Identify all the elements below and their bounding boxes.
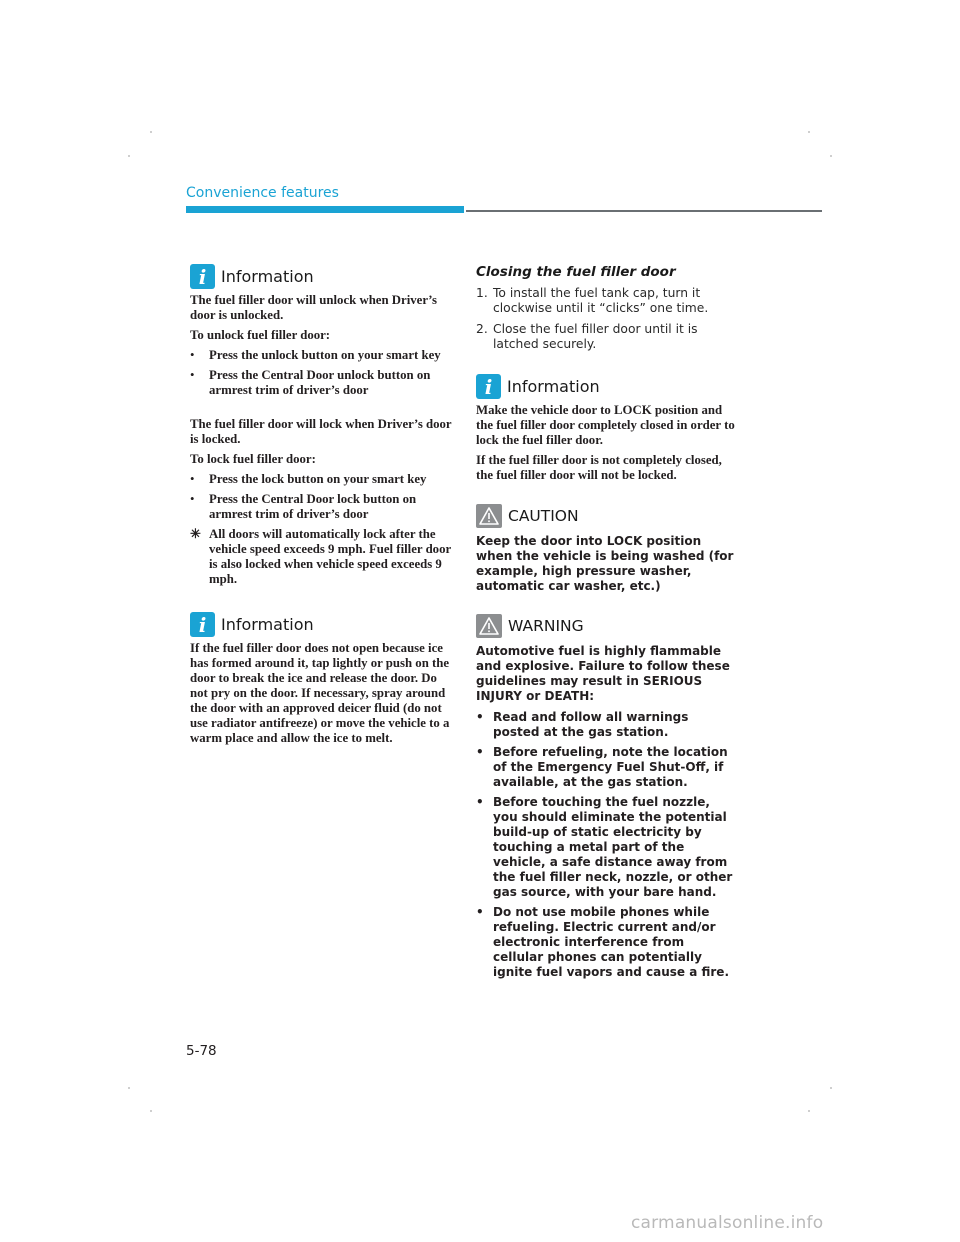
step-number: 2. (476, 322, 488, 336)
step-text: To install the fuel tank cap, turn it clockwise until it “clicks” one time. (493, 286, 709, 315)
closing-steps (476, 286, 736, 352)
info-paragraph: To lock fuel filler door: (190, 452, 316, 466)
crop-mark (808, 1110, 810, 1112)
lock-list (190, 472, 452, 522)
info-paragraph: If the fuel filler door does not open because ice has formed around it, tap lightly or push on the door to break the ice and release the door. Do not pry on the door. If necessary, spray around the door with an approved deicer fluid (do not use radiator antifreeze) or move the vehicle to a warm place and allow the ice to melt. (190, 641, 450, 745)
list-item-text: Do not use mobile phones while refueling. Electric current and/or electronic interference from cellular phones can potentially ignite fuel vapors and cause a fire. (493, 905, 730, 979)
page-number: 5-78 (186, 1043, 217, 1059)
list-item (476, 745, 736, 790)
info-paragraph: The fuel filler door will lock when Driver’s door is locked. (190, 417, 452, 446)
header-accent-rule (186, 206, 464, 213)
info-heading-label: Information (221, 615, 314, 634)
unlock-list (190, 348, 452, 398)
header-rule (466, 210, 822, 212)
bullet-icon: • (190, 368, 195, 382)
list-item-text: Before touching the fuel nozzle, you should eliminate the potential build-up of static electricity by touching a metal part of the vehicle, a safe distance away from the fuel filler neck, nozzle, or other gas source, with your bare hand. (493, 795, 733, 899)
warning-list (476, 710, 736, 980)
crop-mark (830, 155, 832, 157)
crop-mark (128, 1087, 130, 1089)
info-box-lock-position (476, 374, 736, 483)
list-item-text: Press the Central Door lock button on armrest trim of driver’s door (209, 492, 417, 521)
caution-heading (476, 504, 736, 528)
info-paragraph: Make the vehicle door to LOCK position and the fuel filler door completely closed in order to lock the fuel filler door. (476, 403, 735, 447)
list-item (190, 348, 452, 363)
asterisk-icon: ✳ (190, 527, 201, 541)
list-item (476, 905, 736, 980)
info-icon: i (190, 612, 215, 637)
section-header-title: Convenience features (186, 185, 339, 201)
bullet-icon: • (476, 745, 484, 759)
bullet-icon: • (476, 710, 484, 724)
info-box-unlock (190, 264, 452, 587)
list-item-text: Press the Central Door unlock button on armrest trim of driver’s door (209, 368, 431, 397)
caution-box (476, 504, 736, 594)
warning-box (476, 614, 736, 980)
list-item (476, 710, 736, 740)
info-heading-label: Information (507, 377, 600, 396)
crop-mark (808, 131, 810, 133)
crop-mark (150, 1110, 152, 1112)
crop-mark (150, 131, 152, 133)
info-icon: i (190, 264, 215, 289)
caution-label: CAUTION (508, 507, 579, 525)
right-column (476, 264, 736, 985)
info-heading (190, 264, 452, 289)
info-paragraph: If the fuel filler door is not completely closed, the fuel filler door will not be locked. (476, 453, 722, 482)
list-item-text: Before refueling, note the location of the Emergency Fuel Shut-Off, if available, at the gas station. (493, 745, 728, 789)
list-item (190, 492, 452, 522)
bullet-icon: • (190, 492, 195, 506)
step-number: 1. (476, 286, 488, 300)
info-paragraph: The fuel filler door will unlock when Driver’s door is unlocked. (190, 293, 438, 322)
left-column (190, 264, 452, 751)
bullet-icon: • (190, 348, 195, 362)
list-item-text: Press the lock button on your smart key (209, 472, 427, 486)
auto-lock-note (190, 527, 452, 587)
bullet-icon: • (476, 905, 484, 919)
warning-heading (476, 614, 736, 638)
list-item (476, 795, 736, 900)
section-title: Closing the fuel filler door (476, 264, 676, 280)
info-icon: i (476, 374, 501, 399)
step-item (476, 322, 736, 352)
info-heading (190, 612, 452, 637)
warning-intro: Automotive fuel is highly flammable and explosive. Failure to follow these guidelines may result in SERIOUS INJURY or DEATH: (476, 644, 730, 703)
list-item-text: Press the unlock button on your smart key (209, 348, 441, 362)
watermark: carmanualsonline.info (631, 1213, 824, 1233)
info-paragraph: To unlock fuel filler door: (190, 328, 331, 342)
list-item (190, 472, 452, 487)
step-text: Close the fuel filler door until it is latched securely. (493, 322, 698, 351)
caution-text: Keep the door into LOCK position when the vehicle is being washed (for example, high pressure washer, automatic car washer, etc.) (476, 534, 734, 593)
bullet-icon: • (476, 795, 484, 809)
crop-mark (128, 155, 130, 157)
list-item (190, 368, 452, 398)
list-item-text: Read and follow all warnings posted at the gas station. (493, 710, 689, 739)
warning-triangle-icon (476, 504, 502, 528)
step-item (476, 286, 736, 316)
note-text: All doors will automatically lock after the vehicle speed exceeds 9 mph. Fuel filler door is also locked when vehicle speed exceeds 9 mph. (209, 527, 451, 586)
crop-mark (830, 1087, 832, 1089)
warning-triangle-icon (476, 614, 502, 638)
closing-section (476, 264, 736, 352)
info-heading (476, 374, 736, 399)
info-box-ice (190, 612, 452, 746)
bullet-icon: • (190, 472, 195, 486)
info-heading-label: Information (221, 267, 314, 286)
warning-label: WARNING (508, 617, 584, 635)
